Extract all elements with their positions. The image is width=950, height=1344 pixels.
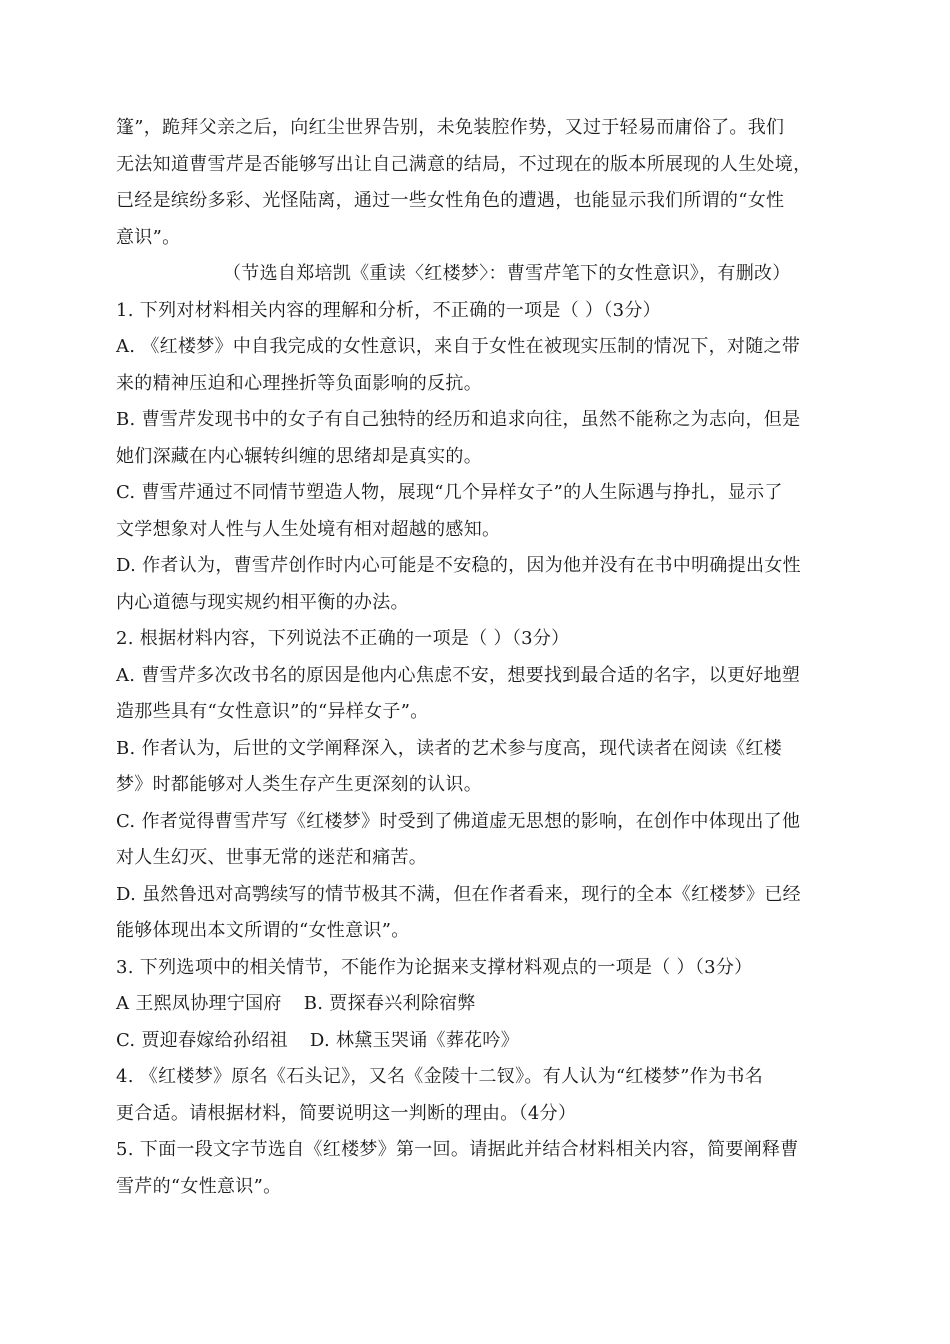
passage-line: 无法知道曹雪芹是否能够写出让自己满意的结局，不过现在的版本所展现的人生处境，: [116, 153, 812, 175]
question-stem: 2. 根据材料内容，下列说法不正确的一项是（ ）（3分）: [116, 628, 570, 649]
question-stem-cont: 雪芹的“女性意识”。: [116, 1175, 282, 1197]
option-c-cont: 对人生幻灭、世事无常的迷茫和痛苦。: [116, 847, 428, 868]
option-d-cont: 内心道德与现实规约相平衡的办法。: [116, 591, 409, 613]
option-c: C. 贾迎春嫁给孙绍祖: [116, 1029, 288, 1051]
question-4: [116, 1059, 836, 1132]
question-2: [116, 621, 836, 950]
option-c-cont: 文学想象对人性与人生处境有相对超越的感知。: [116, 518, 501, 540]
passage-source: （节选自郑培凯《重读〈红楼梦〉：曹雪芹笔下的女性意识》，有删改）: [223, 263, 791, 284]
question-stem: 3. 下列选项中的相关情节，不能作为论据来支撑材料观点的一项是（ ）（3分）: [116, 956, 753, 978]
question-stem-cont: 更合适。请根据材料，简要说明这一判断的理由。（4分）: [116, 1102, 577, 1124]
option-d: D. 作者认为，曹雪芹创作时内心可能是不安稳的，因为他并没有在书中明确提出女性: [116, 555, 801, 576]
option-a-cont: 来的精神压迫和心理挫折等负面影响的反抗。: [116, 372, 482, 394]
passage-ending: [116, 110, 836, 293]
question-3: [116, 950, 836, 1060]
question-1: [116, 293, 836, 622]
question-stem: 4. 《红楼梦》原名《石头记》，又名《金陵十二钗》。有人认为“红楼梦”作为书名: [116, 1066, 763, 1087]
option-c: C. 曹雪芹通过不同情节塑造人物，展现“几个异样女子”的人生际遇与挣扎，显示了: [116, 482, 783, 503]
question-stem: 1. 下列对材料相关内容的理解和分析，不正确的一项是（ ）（3分）: [116, 299, 661, 321]
option-d: D. 虽然鲁迅对高鹗续写的情节极其不满，但在作者看来，现行的全本《红楼梦》已经: [116, 883, 801, 905]
option-c: C. 作者觉得曹雪芹写《红楼梦》时受到了佛道虚无思想的影响，在创作中体现出了他: [116, 810, 801, 832]
passage-line: 意识”。: [116, 226, 181, 248]
options-row-1: [116, 986, 836, 1023]
option-d: D. 林黛玉哭诵《葬花吟》: [309, 1029, 520, 1051]
option-a-cont: 造那些具有“女性意识”的“异样女子”。: [116, 701, 429, 722]
option-b: B. 曹雪芹发现书中的女子有自己独特的经历和追求向往，虽然不能称之为志向，但是: [116, 409, 801, 430]
passage-line: 篷”，跪拜父亲之后，向红尘世界告别，未免装腔作势，又过于轻易而庸俗了。我们: [116, 117, 785, 138]
option-a: A 王熙凤协理宁国府: [116, 993, 282, 1014]
option-b: B. 作者认为，后世的文学阐释深入，读者的艺术参与度高，现代读者在阅读《红楼: [116, 737, 783, 759]
page-content: [116, 110, 836, 1205]
option-b-cont: 梦》时都能够对人类生存产生更深刻的认识。: [116, 774, 482, 795]
question-stem: 5. 下面一段文字节选自《红楼梦》第一回。请据此并结合材料相关内容，简要阐释曹: [116, 1139, 799, 1160]
options-row-2: [116, 1023, 836, 1060]
option-b-cont: 她们深藏在内心辗转纠缠的思绪却是真实的。: [116, 445, 482, 467]
question-5: [116, 1132, 836, 1205]
option-a: A. 《红楼梦》中自我完成的女性意识，来自于女性在被现实压制的情况下，对随之带: [116, 336, 801, 357]
passage-line: 已经是缤纷多彩、光怪陆离，通过一些女性角色的遭遇，也能显示我们所谓的“女性: [116, 190, 785, 211]
option-b: B. 贾探春兴利除宿弊: [303, 993, 476, 1014]
option-a: A. 曹雪芹多次改书名的原因是他内心焦虑不安，想要找到最合适的名字，以更好地塑: [116, 664, 801, 686]
option-d-cont: 能够体现出本文所谓的“女性意识”。: [116, 920, 410, 941]
